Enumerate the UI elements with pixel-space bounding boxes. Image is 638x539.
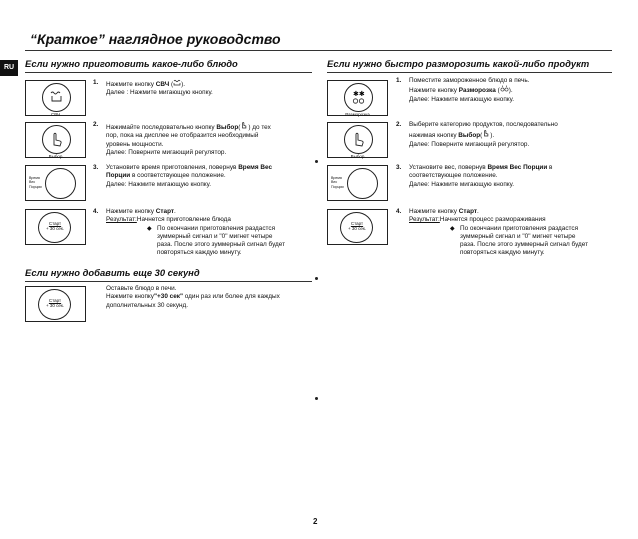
page-title: “Краткое” наглядное руководство [30, 31, 281, 47]
step-text: Начнется процесс размораживания [439, 216, 546, 224]
step-text: . [477, 208, 479, 215]
step-keyword: Выбор [216, 124, 239, 131]
cook-step-2 [93, 121, 313, 157]
step-keyword: Старт [155, 208, 175, 215]
step-text: повторяться каждую минуту. [460, 249, 545, 257]
start-label-text: Старт [48, 298, 62, 303]
start-button-illustration [25, 209, 86, 245]
step-text: ( [238, 124, 241, 131]
step-text: ( [495, 87, 500, 95]
section-add30-heading: Если нужно добавить еще 30 секунд [25, 267, 200, 278]
add30-instructions [106, 285, 316, 315]
cook-step-4 [93, 208, 318, 263]
step-text: Поместите замороженное блюдо в печь. [409, 77, 530, 84]
step-keyword: Выбор [458, 132, 481, 140]
start-label-text: Старт [48, 221, 62, 226]
step-text: Далее: Поверните мигающий регулятор. [409, 140, 530, 148]
step-number: 1. [396, 77, 402, 84]
step-text: Установите вес, повернув [409, 164, 488, 171]
dial-label-time: Время [29, 176, 40, 180]
start-label [41, 298, 69, 308]
defrost-step-4 [396, 208, 618, 263]
step-text: в [547, 164, 553, 171]
step-text: Нажмите кнопку [106, 81, 156, 88]
start-label-text: Старт [350, 221, 364, 226]
button-circle [344, 125, 373, 154]
section-defrost-rule [327, 72, 612, 73]
step-text: Нажмите кнопку [106, 208, 156, 215]
section-cook-heading: Если нужно приготовить какое-либо блюдо [25, 58, 238, 69]
dial-knob [45, 168, 76, 199]
step-text: пор, пока на дисплее не отобразится необходимый [106, 132, 259, 140]
language-tab: RU [0, 60, 18, 76]
step-text: Начнется приготовление блюда [136, 216, 231, 224]
step-text: повторяться каждую минуту. [157, 249, 242, 257]
step-text: Далее: Поверните мигающий регулятор. [106, 148, 227, 156]
start-button-illustration [327, 209, 388, 245]
step-text: ) до тех [248, 124, 271, 131]
step-text: Нажимайте последовательно кнопку [106, 124, 217, 131]
select-button-illustration [25, 122, 86, 158]
defrost-step-1 [396, 77, 611, 105]
step-keyword: Разморозка [458, 87, 496, 95]
result-label: Результат: [106, 216, 137, 224]
microwave-icon [43, 84, 70, 111]
step-text: Далее : Нажмите мигающую кнопку. [106, 89, 213, 97]
svg-text:✱✱: ✱✱ [353, 90, 365, 98]
step-text: По окончании приготовления раздастся [460, 224, 579, 232]
step-keyword: Время Вес [238, 164, 273, 171]
result-label: Результат: [409, 216, 440, 224]
binding-dot [315, 160, 318, 163]
start-circle [38, 212, 71, 243]
step-keyword: Время Вес Порции [487, 164, 548, 171]
step-number: 2. [396, 121, 402, 128]
plus30-label-text: + 30 сек. [347, 226, 367, 231]
hand-pointer-icon [43, 126, 70, 153]
step-text: . [174, 208, 176, 215]
plus30-button-illustration [25, 286, 86, 322]
step-text: нажимая кнопку [409, 132, 459, 140]
dial-label-portions: Порции [29, 184, 42, 189]
dial-label [331, 176, 344, 189]
step-number: 4. [93, 208, 99, 215]
step-keyword: Старт [458, 208, 478, 215]
start-circle [38, 289, 71, 320]
step-number: 4. [396, 208, 402, 215]
defrost-icon [500, 85, 509, 92]
step-text: раза. После этого зуммерный сигнал будет [460, 241, 589, 249]
hand-pointer-icon [345, 126, 372, 153]
dial-label-time: Время [331, 176, 342, 180]
microwave-button-illustration [25, 80, 86, 116]
step-keyword: Порции [106, 172, 131, 180]
step-text: соответствующее положение. [409, 172, 498, 180]
start-label [343, 221, 371, 231]
step-text: раза. После этого зуммерный сигнал будет [157, 241, 286, 249]
step-text: По окончании приготовления раздастся [157, 224, 276, 232]
dial-knob [347, 168, 378, 199]
section-add30-rule [25, 281, 312, 282]
start-label [41, 221, 69, 231]
cook-step-3 [93, 164, 313, 192]
step-text: дополнительных 30 секунд. [106, 301, 189, 309]
step-text: ). [490, 132, 495, 140]
header-rule [25, 50, 612, 51]
page-number: 2 [313, 517, 318, 526]
microwave-caption: СВЧ [50, 112, 61, 117]
select-button-illustration [327, 122, 388, 158]
step-keyword: СВЧ [155, 81, 170, 88]
step-number: 3. [396, 164, 402, 171]
step-text: Выберите категорию продуктов, последовательно [409, 121, 558, 128]
defrost-caption: Разморозка [345, 112, 370, 117]
step-number: 1. [93, 79, 99, 86]
button-circle [42, 125, 71, 154]
step-text: Далее: Нажмите мигающую кнопку. [409, 180, 514, 188]
step-text: Нажмите кнопку [409, 87, 459, 95]
button-circle [42, 83, 71, 112]
dial-label-portions: Порции [331, 184, 344, 189]
plus30-label-text: + 30 сек. [45, 226, 65, 231]
dial-illustration [327, 165, 388, 201]
step-number: 2. [93, 121, 99, 128]
step-text: Нажмите кнопку [106, 293, 154, 301]
step-text: ). [181, 81, 186, 88]
microwave-icon [173, 79, 181, 86]
step-text: уровень мощности. [106, 140, 164, 148]
step-text: в соответствующее положение. [130, 172, 226, 180]
dial-label-weight: Вес [29, 180, 36, 185]
defrost-step-3 [396, 164, 611, 192]
section-cook-rule [25, 72, 312, 73]
step-text: один раз или более для каждых [182, 293, 280, 301]
step-text: Установите время приготовления, повернув [106, 164, 239, 171]
button-circle [344, 83, 373, 112]
step-text: Далее: Нажмите мигающую кнопку. [409, 95, 514, 103]
binding-dot [315, 397, 318, 400]
step-text: зуммерный сигнал и "0" мигнет четыре [157, 232, 273, 240]
select-caption: Выбор [350, 154, 365, 159]
step-keyword: "+30 сек" [154, 293, 183, 301]
defrost-button-illustration [327, 80, 388, 116]
bullet-diamond-icon: ◆ [147, 225, 152, 232]
binding-dot [315, 277, 318, 280]
select-caption: Выбор [48, 154, 63, 159]
step-number: 3. [93, 164, 99, 171]
section-defrost-heading: Если нужно быстро разморозить какой-либо продукт [327, 58, 590, 69]
defrost-icon [345, 84, 372, 111]
defrost-step-2 [396, 121, 611, 149]
start-circle [340, 212, 373, 243]
step-text: ( [480, 132, 483, 140]
dial-label-weight: Вес [331, 180, 338, 185]
step-text: ( [169, 81, 174, 88]
cook-step-1 [93, 79, 313, 99]
step-text: Далее: Нажмите мигающую кнопку. [106, 180, 211, 188]
step-text: Нажмите кнопку [409, 208, 459, 215]
step-text: ). [508, 87, 513, 95]
dial-label [29, 176, 42, 189]
step-text: Оставьте блюдо в печи. [106, 285, 177, 292]
plus30-label-text: + 30 сек. [45, 303, 65, 308]
step-text: зуммерный сигнал и "0" мигнет четыре [460, 232, 576, 240]
bullet-diamond-icon: ◆ [450, 225, 455, 232]
dial-illustration [25, 165, 86, 201]
